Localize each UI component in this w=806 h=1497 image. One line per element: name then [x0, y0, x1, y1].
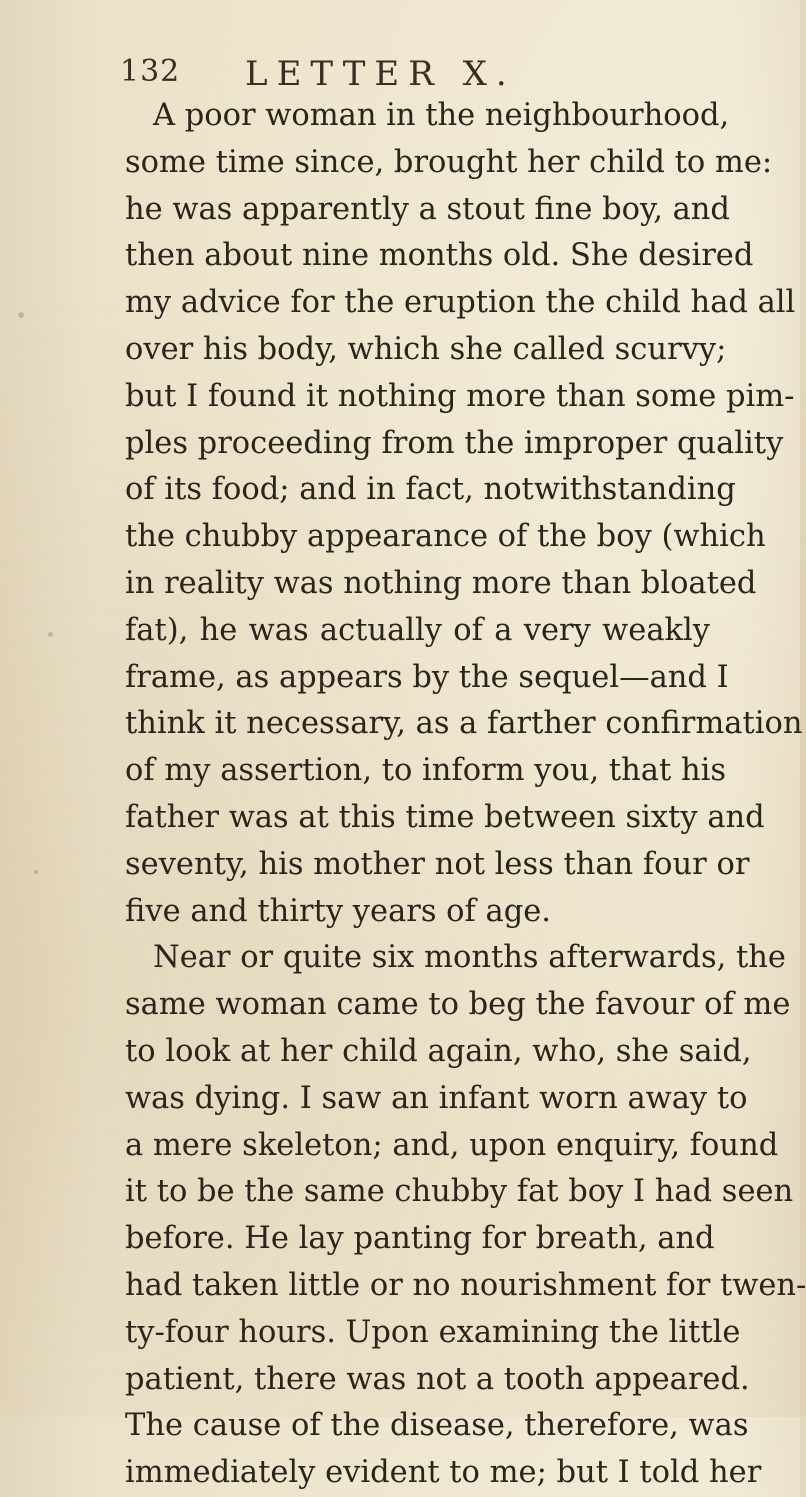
text-line: was dying. I saw an infant worn away to — [125, 1080, 748, 1116]
text-line: seventy, his mother not less than four or — [125, 846, 750, 882]
text-line: patient, there was not a tooth appeared. — [125, 1361, 750, 1397]
page-header — [120, 54, 680, 98]
text-line: but I found it nothing more than some pim- — [125, 378, 795, 414]
text-line: to look at her child again, who, she said, — [125, 1033, 752, 1069]
text-line: fat), he was actually of a very weakly — [125, 612, 710, 648]
text-line: a mere skeleton; and, upon enquiry, found — [125, 1127, 779, 1163]
text-line: ty-four hours. Upon examining the little — [125, 1314, 741, 1350]
text-line: frame, as appears by the sequel—and I — [125, 659, 729, 695]
text-line: ples proceeding from the improper quality — [125, 425, 784, 461]
text-line: father was at this time between sixty and — [125, 799, 765, 835]
text-line: of my assertion, to inform you, that his — [125, 753, 726, 789]
running-head: LETTER X. — [245, 54, 516, 94]
ink-blot — [48, 632, 53, 637]
text-line: over his body, which she called scurvy; — [125, 331, 727, 367]
text-line: immediately evident to me; but I told her — [125, 1455, 762, 1491]
text-line: same woman came to beg the favour of me — [125, 987, 791, 1023]
text-line: he was apparently a stout fine boy, and — [125, 191, 730, 227]
text-line: it to be the same chubby fat boy I had seen — [125, 1174, 794, 1210]
text-line: some time since, brought her child to me: — [125, 144, 773, 180]
ink-blot — [34, 870, 38, 874]
text-line: think it necessary, as a farther confirmation — [125, 706, 803, 742]
text-line: Near or quite six months afterwards, the — [153, 940, 786, 976]
text-line: my advice for the eruption the child had all — [125, 285, 796, 321]
text-line: A poor woman in the neighbourhood, — [153, 98, 730, 133]
text-line: the chubby appearance of the boy (which — [125, 519, 766, 555]
ink-blot — [18, 312, 24, 318]
page-number: 132 — [120, 54, 181, 89]
text-line: of its food; and in fact, notwithstanding — [125, 472, 736, 508]
text-line: five and thirty years of age. — [125, 893, 551, 929]
body-text — [125, 93, 806, 1497]
text-line: then about nine months old. She desired — [125, 238, 754, 274]
text-line: before. He lay panting for breath, and — [125, 1221, 715, 1257]
text-line: had taken little or no nourishment for twen- — [125, 1267, 806, 1303]
text-line: The cause of the disease, therefore, was — [125, 1408, 749, 1444]
text-line: in reality was nothing more than bloated — [125, 565, 757, 601]
